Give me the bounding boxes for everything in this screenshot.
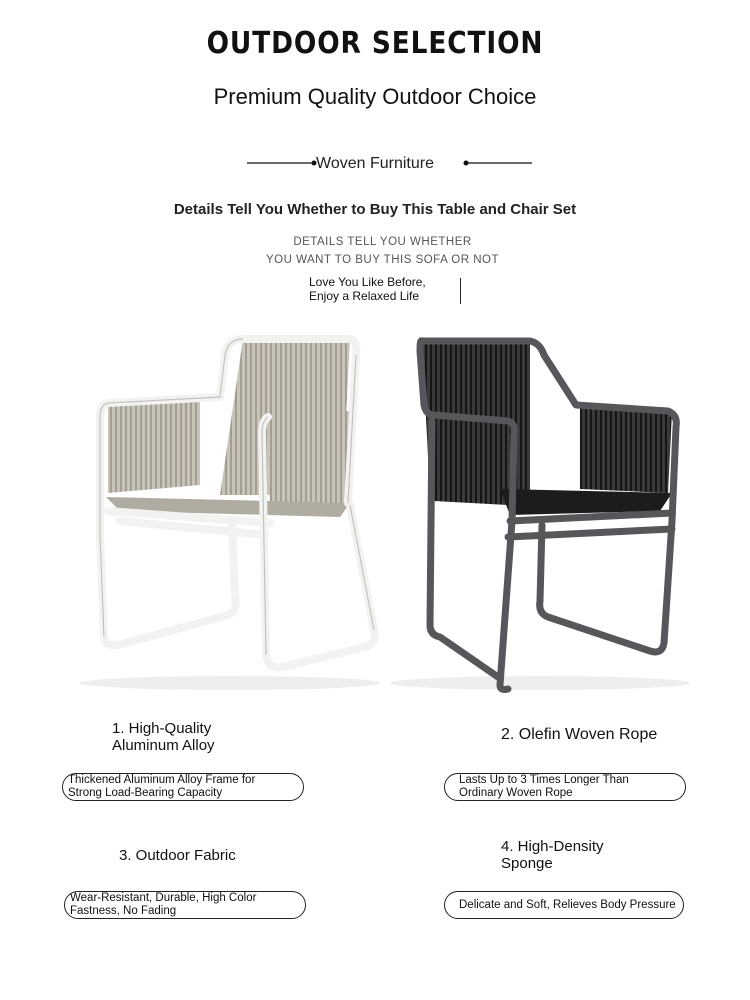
- feature-desc-line: Wear-Resistant, Durable, High Color: [70, 892, 257, 904]
- page-title: OUTDOOR SELECTION: [206, 26, 544, 61]
- slogan-line: Love You Like Before,: [309, 275, 426, 289]
- product-image-chairs: [60, 325, 710, 697]
- feature-desc-fabric: [64, 891, 306, 919]
- feature-title-rope: [501, 726, 657, 743]
- feature-title-sponge: [501, 838, 604, 872]
- feature-title-line: 4. High-Density: [501, 838, 604, 855]
- feature-desc-line: Strong Load-Bearing Capacity: [68, 787, 223, 799]
- feature-title-line: Aluminum Alloy: [112, 737, 215, 754]
- feature-title-line: 3. Outdoor Fabric: [119, 847, 236, 864]
- slogan: [309, 275, 426, 303]
- slogan-line: Enjoy a Relaxed Life: [309, 289, 420, 303]
- feature-desc-line: Lasts Up to 3 Times Longer Than: [459, 774, 629, 786]
- feature-title-line: 1. High-Quality: [112, 720, 212, 737]
- light-chair: [80, 339, 380, 690]
- feature-title-aluminum: [112, 720, 215, 754]
- feature-desc-line: Ordinary Woven Rope: [459, 787, 573, 799]
- feature-desc-aluminum: [62, 773, 304, 801]
- feature-title-line: Sponge: [501, 855, 553, 872]
- feature-desc-rope: [444, 773, 686, 801]
- feature-desc-line: Delicate and Soft, Relieves Body Pressure: [459, 898, 676, 911]
- page-subtitle: Premium Quality Outdoor Choice: [213, 84, 537, 109]
- feature-desc-line: Thickened Aluminum Alloy Frame for: [68, 774, 256, 786]
- feature-desc-sponge: [444, 891, 684, 919]
- section-label: Woven Furniture: [316, 155, 434, 172]
- caps-text-line: YOU WANT TO BUY THIS SOFA OR NOT: [265, 254, 500, 266]
- dark-chair: [390, 341, 690, 690]
- caps-text-line: DETAILS TELL YOU WHETHER: [293, 236, 472, 248]
- slogan-bar: [460, 278, 461, 304]
- feature-title-fabric: [119, 847, 236, 864]
- feature-title-line: 2. Olefin Woven Rope: [501, 726, 658, 743]
- feature-desc-line: Fastness, No Fading: [70, 905, 177, 917]
- tagline: Details Tell You Whether to Buy This Table and Chair Set: [173, 201, 577, 218]
